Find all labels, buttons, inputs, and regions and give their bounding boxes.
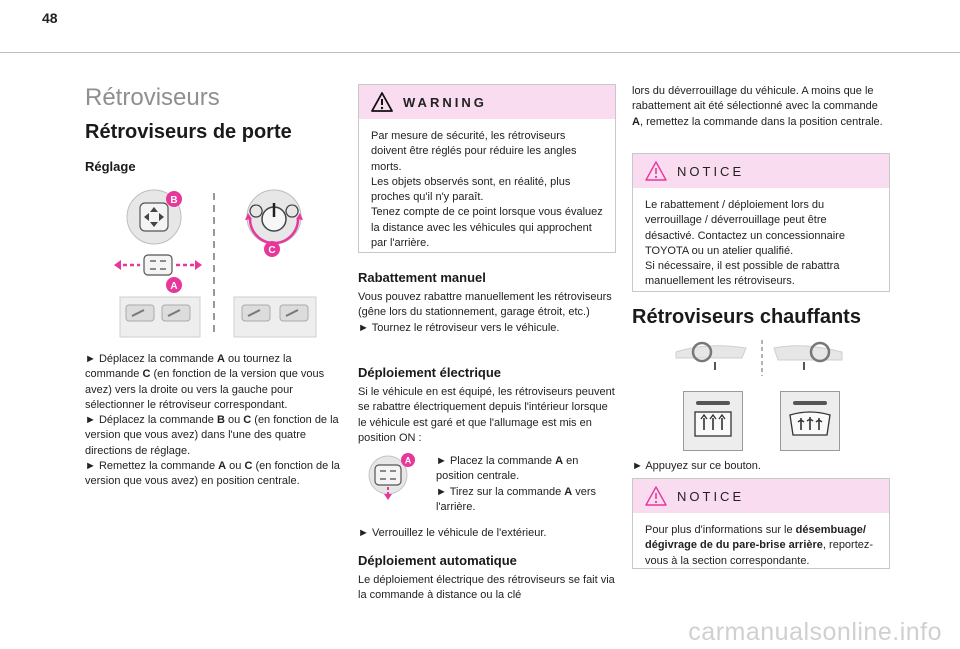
adjustment-instructions (85, 352, 340, 490)
figure-label-c: C (268, 245, 276, 256)
auto-deploy-text: Le déploiement électrique des rétroviseurs se fait via la commande à distance ou la clé (358, 574, 615, 602)
heated-step: ► Appuyez sur ce bouton. (632, 460, 761, 472)
watermark: carmanualsonline.info (688, 618, 942, 646)
manual-folding-desc: Vous pouvez rabattre manuellement les rétroviseurs (gêne lors du stationnement, garage étroit, etc.) (358, 291, 612, 319)
section-title-door-mirrors: Rétroviseurs de porte (85, 121, 292, 143)
subsection-title-adjustment: Réglage (85, 159, 136, 174)
notice-triangle-icon (645, 161, 667, 181)
warning-header (359, 85, 615, 119)
header-divider (0, 52, 960, 53)
auto-deploy-continuation: lors du déverrouillage du véhicule. A moins que le rabattement ait été sélectionné avec la commande A, remettez la commande dans la position centrale. (632, 85, 883, 128)
instruction-3: ► Remettez la commande A ou C (en fonction de la version que vous avez) en position centrale. (85, 460, 340, 488)
dashboard-figure (670, 336, 850, 378)
rear-defrost-icon (684, 392, 742, 450)
warning-label: WARNING (403, 94, 487, 110)
rear-defrost-button-b[interactable] (780, 391, 840, 451)
notice-text-folding: Le rabattement / déploiement lors du verrouillage / déverrouillage peut être désactivé. Contactez un concessionnaire TOYOTA ou un atelier qualifié. Si nécessaire, il est possible de rabattra manuellement les rétroviseurs. (645, 199, 845, 288)
notice-box-folding (632, 153, 890, 292)
notice-text-defrost: Pour plus d'informations sur le désembuage/ dégivrage de du pare-brise arrière, reportez-vous à la section correspondante. (645, 524, 874, 567)
chapter-title: Rétroviseurs (85, 84, 220, 111)
electric-deploy-steps (436, 454, 614, 515)
rear-defrost-button-a[interactable] (683, 391, 743, 451)
section-title-heated-mirrors: Rétroviseurs chauffants (632, 306, 861, 328)
notice-label: NOTICE (677, 163, 745, 179)
electric-step-1: ► Placez la commande A en position centrale. (436, 455, 579, 483)
instruction-2: ► Déplacez la commande B ou C (en fonction de la version que vous avez) dans l'une des quatre directions de réglage. (85, 414, 339, 457)
instruction-1: ► Déplacez la commande A ou tournez la commande C (en fonction de la version que vous avez) vers la droite ou vers la gauche pour sélectionner le rétroviseur correspondant. (85, 353, 325, 411)
fold-switch-figure (368, 451, 418, 501)
lock-step: ► Verrouillez le véhicule de l'extérieur. (358, 527, 547, 539)
notice-header (633, 154, 889, 188)
figure-label-a: A (170, 281, 178, 292)
rear-window-defrost-icon (781, 392, 839, 450)
mirror-control-figure (110, 183, 335, 343)
warning-text: Par mesure de sécurité, les rétroviseurs doivent être réglés pour réduire les angles morts. Les objets observés sont, en réalité, plus proches qu'il n'y paraît. Tenez compte de ce point lorsque vous évaluez la distance avec les véhicules qui approchent par l'arrière. (371, 130, 603, 250)
page-number: 48 (42, 10, 58, 26)
notice-header-2 (633, 479, 889, 513)
notice-label-2: NOTICE (677, 488, 745, 504)
manual-folding-text (358, 290, 616, 336)
notice-box-defrost (632, 478, 890, 569)
manual-folding-step: ► Tournez le rétroviseur vers le véhicule. (358, 321, 560, 334)
warning-triangle-icon (371, 92, 393, 112)
warning-box (358, 84, 616, 253)
figure-label-b: B (170, 195, 178, 206)
electric-step-2: ► Tirez sur la commande A vers l'arrière. (436, 485, 597, 513)
fold-switch-label-a: A (404, 455, 412, 466)
notice-triangle-icon (645, 486, 667, 506)
subsection-title-auto-deploy: Déploiement automatique (358, 553, 517, 568)
subsection-title-electric-deploy: Déploiement électrique (358, 365, 502, 380)
subsection-title-manual-folding: Rabattement manuel (358, 270, 486, 285)
electric-deploy-text: Si le véhicule en est équipé, les rétroviseurs peuvent se rabattre électriquement depuis l'intérieur lorsque le véhicule est garé et que l'allumage est mis en position ON : (358, 386, 615, 444)
